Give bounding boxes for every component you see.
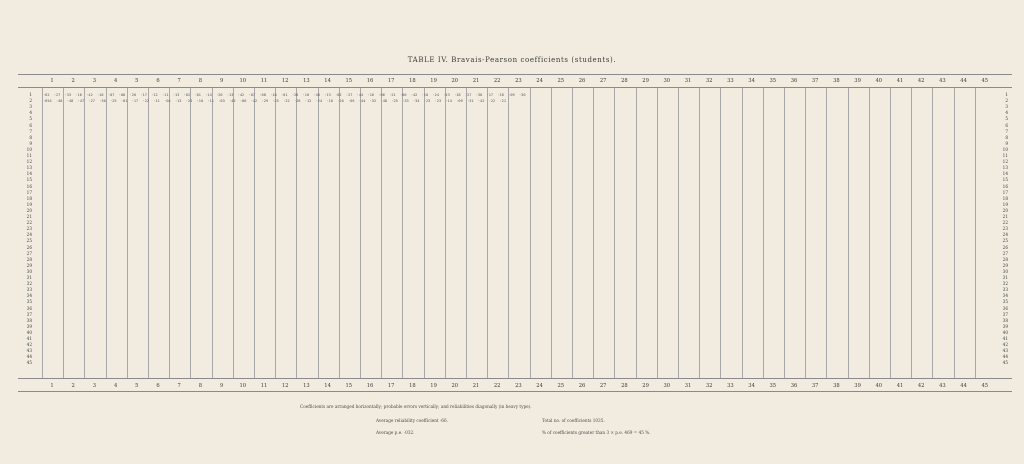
column-header-15: 15 <box>345 78 353 84</box>
column-footer-row <box>18 381 1012 391</box>
column-header-36: 36 <box>790 78 798 84</box>
row-label-left-11: 11 <box>26 153 32 158</box>
column-divider <box>699 88 700 378</box>
column-footer-29: 29 <box>642 383 649 389</box>
column-footer-1: 1 <box>50 383 54 389</box>
column-footer-41: 41 <box>896 383 904 389</box>
row-label-left-37: 37 <box>26 311 32 317</box>
column-divider <box>318 88 319 378</box>
column-divider <box>339 88 340 378</box>
row-label-right-34: 34 <box>1002 293 1008 299</box>
column-header-16: 16 <box>366 78 374 84</box>
column-footer-25: 25 <box>557 383 565 389</box>
row-label-right-26: 26 <box>1002 244 1008 250</box>
column-divider <box>402 88 403 378</box>
column-header-6: 6 <box>156 78 160 84</box>
row-label-left-9: 9 <box>29 140 32 146</box>
row-label-right-36: 36 <box>1002 305 1008 311</box>
column-footer-45: 45 <box>981 383 989 389</box>
column-header-29: 29 <box>642 78 649 84</box>
row-label-right-33: 33 <box>1002 287 1008 293</box>
column-header-27: 27 <box>599 78 607 84</box>
column-header-2: 2 <box>71 78 75 84</box>
row-label-right-41: 41 <box>1002 336 1008 341</box>
column-footer-22: 22 <box>493 383 501 389</box>
column-header-28: 28 <box>621 78 628 84</box>
table-footer-rule <box>18 391 1012 392</box>
row-label-right-27: 27 <box>1002 250 1008 256</box>
column-header-19: 19 <box>430 78 437 84</box>
column-header-31: 31 <box>684 78 692 84</box>
row-label-right-21: 21 <box>1002 214 1008 219</box>
column-divider <box>424 88 425 378</box>
column-divider <box>487 88 488 378</box>
column-header-25: 25 <box>557 78 565 84</box>
column-divider <box>169 88 170 378</box>
row-label-right-8: 8 <box>1005 134 1008 140</box>
column-header-18: 18 <box>409 78 416 84</box>
row-label-right-42: 42 <box>1002 342 1008 348</box>
column-divider <box>508 88 509 378</box>
column-divider <box>720 88 721 378</box>
column-divider <box>233 88 234 378</box>
table-row: ·654 ·48 ·48 ·47 ·27 ·30 ·25 ·01 ·17 ·22 ·11 ·04 ·13 ·23 ·10 ·11 ·03 ·45 ·06 ·42 ·29 ·25 ·22 ·28 ·12 ·24 ·10 ·26 ·05 ·44 ·52 ·48 ·25 ·33 ·34 ·23 ·23 ·14 ·09 ·31 ·42 ·22 ·21 <box>43 99 507 104</box>
column-divider <box>572 88 573 378</box>
column-footer-20: 20 <box>451 383 459 389</box>
row-label-left-15: 15 <box>26 177 32 183</box>
column-header-42: 42 <box>917 78 925 84</box>
column-divider <box>869 88 870 378</box>
column-footer-8: 8 <box>198 383 203 389</box>
column-header-4: 4 <box>113 78 118 84</box>
column-footer-7: 7 <box>177 383 181 389</box>
column-divider <box>614 88 615 378</box>
column-footer-2: 2 <box>71 383 75 389</box>
row-label-right-39: 39 <box>1002 323 1008 329</box>
row-label-left-45: 45 <box>26 360 32 366</box>
row-label-left-16: 16 <box>26 183 32 189</box>
column-divider <box>84 88 85 378</box>
row-label-left-7: 7 <box>29 128 32 134</box>
row-label-left-21: 21 <box>26 214 32 219</box>
column-divider <box>63 88 64 378</box>
row-label-left-32: 32 <box>26 281 32 287</box>
column-divider <box>848 88 849 378</box>
row-label-left-4: 4 <box>29 110 32 116</box>
table-top-rule <box>18 74 1012 75</box>
row-label-right-1: 1 <box>1005 92 1008 97</box>
column-divider <box>42 88 43 378</box>
column-footer-39: 39 <box>854 383 861 389</box>
row-label-right-15: 15 <box>1002 177 1008 183</box>
column-header-37: 37 <box>811 78 819 84</box>
column-header-34: 34 <box>748 78 755 84</box>
row-label-left-1: 1 <box>29 92 32 97</box>
column-divider <box>805 88 806 378</box>
row-label-right-37: 37 <box>1002 311 1008 317</box>
row-label-right-16: 16 <box>1002 183 1008 189</box>
column-header-45: 45 <box>981 78 989 84</box>
column-footer-30: 30 <box>663 383 671 389</box>
row-label-left-39: 39 <box>26 323 32 329</box>
row-label-right-9: 9 <box>1005 140 1008 146</box>
column-divider <box>466 88 467 378</box>
column-footer-42: 42 <box>917 383 925 389</box>
row-label-right-17: 17 <box>1002 189 1008 195</box>
correlation-table <box>18 74 1012 392</box>
row-label-left-26: 26 <box>26 244 32 250</box>
column-divider <box>275 88 276 378</box>
column-footer-13: 13 <box>303 383 310 389</box>
column-header-11: 11 <box>260 78 268 84</box>
column-footer-9: 9 <box>219 383 224 389</box>
row-label-left-38: 38 <box>26 317 32 323</box>
column-divider <box>784 88 785 378</box>
row-label-left-14: 14 <box>26 171 32 177</box>
column-header-14: 14 <box>324 78 331 84</box>
column-header-22: 22 <box>493 78 501 84</box>
row-label-left-41: 41 <box>26 336 32 341</box>
column-footer-23: 23 <box>515 383 522 389</box>
column-divider <box>954 88 955 378</box>
column-header-1: 1 <box>50 78 54 84</box>
column-divider <box>657 88 658 378</box>
row-label-right-28: 28 <box>1002 256 1008 262</box>
row-label-left-10: 10 <box>26 146 32 152</box>
column-footer-3: 3 <box>92 383 97 389</box>
column-header-26: 26 <box>578 78 586 84</box>
row-label-right-5: 5 <box>1005 116 1008 122</box>
column-footer-10: 10 <box>239 383 247 389</box>
row-label-right-43: 43 <box>1002 348 1008 354</box>
column-header-43: 43 <box>939 78 946 84</box>
column-footer-19: 19 <box>430 383 437 389</box>
row-label-right-12: 12 <box>1002 159 1008 165</box>
row-label-left-33: 33 <box>26 287 32 293</box>
percent-significant: % of coefficients greater than 3 × p.e. 469 = 45 %. <box>542 430 651 435</box>
row-label-right-14: 14 <box>1002 171 1008 177</box>
column-header-35: 35 <box>769 78 777 84</box>
row-label-right-19: 19 <box>1002 201 1008 207</box>
column-header-24: 24 <box>536 78 543 84</box>
row-label-left-19: 19 <box>26 201 32 207</box>
column-header-8: 8 <box>198 78 203 84</box>
column-divider <box>826 88 827 378</box>
row-label-left-34: 34 <box>26 293 32 299</box>
column-header-44: 44 <box>960 78 967 84</box>
row-label-left-18: 18 <box>26 195 32 201</box>
row-label-left-31: 31 <box>26 275 32 280</box>
row-label-left-6: 6 <box>29 122 32 128</box>
column-divider <box>381 88 382 378</box>
column-footer-37: 37 <box>811 383 819 389</box>
table-bottom-rule <box>18 378 1012 379</box>
row-label-right-6: 6 <box>1005 122 1008 128</box>
column-footer-16: 16 <box>366 383 374 389</box>
column-footer-17: 17 <box>387 383 395 389</box>
row-label-right-32: 32 <box>1002 281 1008 287</box>
column-divider <box>296 88 297 378</box>
column-footer-5: 5 <box>135 383 139 389</box>
column-divider <box>890 88 891 378</box>
row-label-right-18: 18 <box>1002 195 1008 201</box>
column-header-12: 12 <box>281 78 289 84</box>
row-label-right-7: 7 <box>1005 128 1008 134</box>
total-coefficients: Total no. of coefficients 1035. <box>542 418 605 423</box>
row-label-right-4: 4 <box>1005 110 1008 116</box>
row-label-right-3: 3 <box>1005 104 1008 110</box>
column-header-30: 30 <box>663 78 671 84</box>
column-footer-33: 33 <box>727 383 734 389</box>
table-header-rule <box>18 87 1012 88</box>
column-footer-12: 12 <box>281 383 289 389</box>
row-label-left-20: 20 <box>26 207 32 213</box>
column-footer-40: 40 <box>875 383 883 389</box>
column-divider <box>975 88 976 378</box>
column-footer-43: 43 <box>939 383 946 389</box>
row-label-right-35: 35 <box>1002 299 1008 305</box>
row-label-left-13: 13 <box>26 165 32 171</box>
column-divider <box>190 88 191 378</box>
column-divider <box>530 88 531 378</box>
row-label-right-38: 38 <box>1002 317 1008 323</box>
column-divider <box>678 88 679 378</box>
row-label-right-11: 11 <box>1002 153 1008 158</box>
column-header-10: 10 <box>239 78 247 84</box>
row-label-left-17: 17 <box>26 189 32 195</box>
row-label-left-23: 23 <box>26 226 32 232</box>
column-header-32: 32 <box>705 78 713 84</box>
column-footer-31: 31 <box>684 383 692 389</box>
column-footer-36: 36 <box>790 383 798 389</box>
column-divider <box>445 88 446 378</box>
column-footer-15: 15 <box>345 383 353 389</box>
column-footer-34: 34 <box>748 383 755 389</box>
table-row: ·62 ·27 ·33 ·16 ·42 ·16 ·07 ·08 ·20 ·17 ·12 ·11 ·13 ·02 ·01 ·14 ·26 ·13 ·42 ·07 ·08 ·18 ·01 ·28 ·10 ·40 ·13 ·02 ·27 ·44 ·16 ·06 ·21 ·06 ·42 ·10 ·24 ·43 ·18 ·27 ·30 ·17 ·18 ·09 ·30 <box>43 93 526 97</box>
column-header-9: 9 <box>219 78 224 84</box>
row-label-right-24: 24 <box>1002 232 1008 238</box>
column-header-5: 5 <box>135 78 139 84</box>
table-note: Coefficients are arranged horizontally; probable errors vertically; and reliabilities diagonally (in heavy type). <box>300 404 532 409</box>
column-divider <box>593 88 594 378</box>
row-label-left-22: 22 <box>26 220 32 226</box>
column-divider <box>551 88 552 378</box>
column-footer-18: 18 <box>409 383 416 389</box>
column-header-23: 23 <box>515 78 522 84</box>
column-header-38: 38 <box>833 78 840 84</box>
row-label-left-44: 44 <box>26 354 32 360</box>
column-divider <box>106 88 107 378</box>
column-header-17: 17 <box>387 78 395 84</box>
column-divider <box>360 88 361 378</box>
row-label-right-22: 22 <box>1002 220 1008 226</box>
row-label-right-30: 30 <box>1002 268 1008 274</box>
column-divider <box>212 88 213 378</box>
row-label-left-3: 3 <box>29 104 32 110</box>
row-label-right-31: 31 <box>1002 275 1008 280</box>
column-header-row <box>18 76 1012 86</box>
column-divider <box>636 88 637 378</box>
row-label-right-23: 23 <box>1002 226 1008 232</box>
column-footer-11: 11 <box>260 383 268 389</box>
column-header-41: 41 <box>896 78 904 84</box>
column-footer-21: 21 <box>472 383 480 389</box>
row-label-left-25: 25 <box>26 238 32 244</box>
row-label-right-44: 44 <box>1002 354 1008 360</box>
column-footer-44: 44 <box>960 383 967 389</box>
column-header-21: 21 <box>472 78 480 84</box>
row-label-right-13: 13 <box>1002 165 1008 171</box>
column-header-3: 3 <box>92 78 97 84</box>
row-label-left-27: 27 <box>26 250 32 256</box>
row-label-left-24: 24 <box>26 232 32 238</box>
column-header-33: 33 <box>727 78 734 84</box>
row-label-left-30: 30 <box>26 268 32 274</box>
row-label-right-2: 2 <box>1005 98 1008 104</box>
column-divider <box>932 88 933 378</box>
column-divider <box>148 88 149 378</box>
column-footer-24: 24 <box>536 383 543 389</box>
avg-probable-error: Average p.e. ·032. <box>376 430 415 435</box>
row-label-right-40: 40 <box>1002 329 1008 335</box>
column-divider <box>742 88 743 378</box>
column-footer-32: 32 <box>705 383 713 389</box>
column-header-13: 13 <box>303 78 310 84</box>
column-footer-27: 27 <box>599 383 607 389</box>
row-label-right-10: 10 <box>1002 146 1008 152</box>
row-label-left-2: 2 <box>29 98 32 104</box>
row-label-left-42: 42 <box>26 342 32 348</box>
column-footer-26: 26 <box>578 383 586 389</box>
row-label-left-28: 28 <box>26 256 32 262</box>
column-header-40: 40 <box>875 78 883 84</box>
column-divider <box>763 88 764 378</box>
row-label-right-29: 29 <box>1002 262 1008 268</box>
column-divider <box>127 88 128 378</box>
column-header-39: 39 <box>854 78 861 84</box>
column-footer-6: 6 <box>156 383 160 389</box>
column-footer-35: 35 <box>769 383 777 389</box>
column-footer-4: 4 <box>113 383 118 389</box>
row-label-left-36: 36 <box>26 305 32 311</box>
column-footer-38: 38 <box>833 383 840 389</box>
row-label-left-29: 29 <box>26 262 32 268</box>
row-label-left-40: 40 <box>26 329 32 335</box>
row-label-right-20: 20 <box>1002 207 1008 213</box>
column-footer-14: 14 <box>324 383 331 389</box>
row-label-right-45: 45 <box>1002 360 1008 366</box>
row-label-right-25: 25 <box>1002 238 1008 244</box>
row-label-left-43: 43 <box>26 348 32 354</box>
row-label-left-8: 8 <box>29 134 32 140</box>
column-divider <box>911 88 912 378</box>
column-footer-28: 28 <box>621 383 628 389</box>
row-label-left-35: 35 <box>26 299 32 305</box>
column-header-20: 20 <box>451 78 459 84</box>
row-label-left-5: 5 <box>29 116 32 122</box>
page-title: TABLE IV. Bravais-Pearson coefficients (students). <box>407 56 617 64</box>
column-header-7: 7 <box>177 78 181 84</box>
row-label-left-12: 12 <box>26 159 32 165</box>
column-divider <box>254 88 255 378</box>
avg-reliability: Average reliability coefficient ·66. <box>376 418 448 423</box>
